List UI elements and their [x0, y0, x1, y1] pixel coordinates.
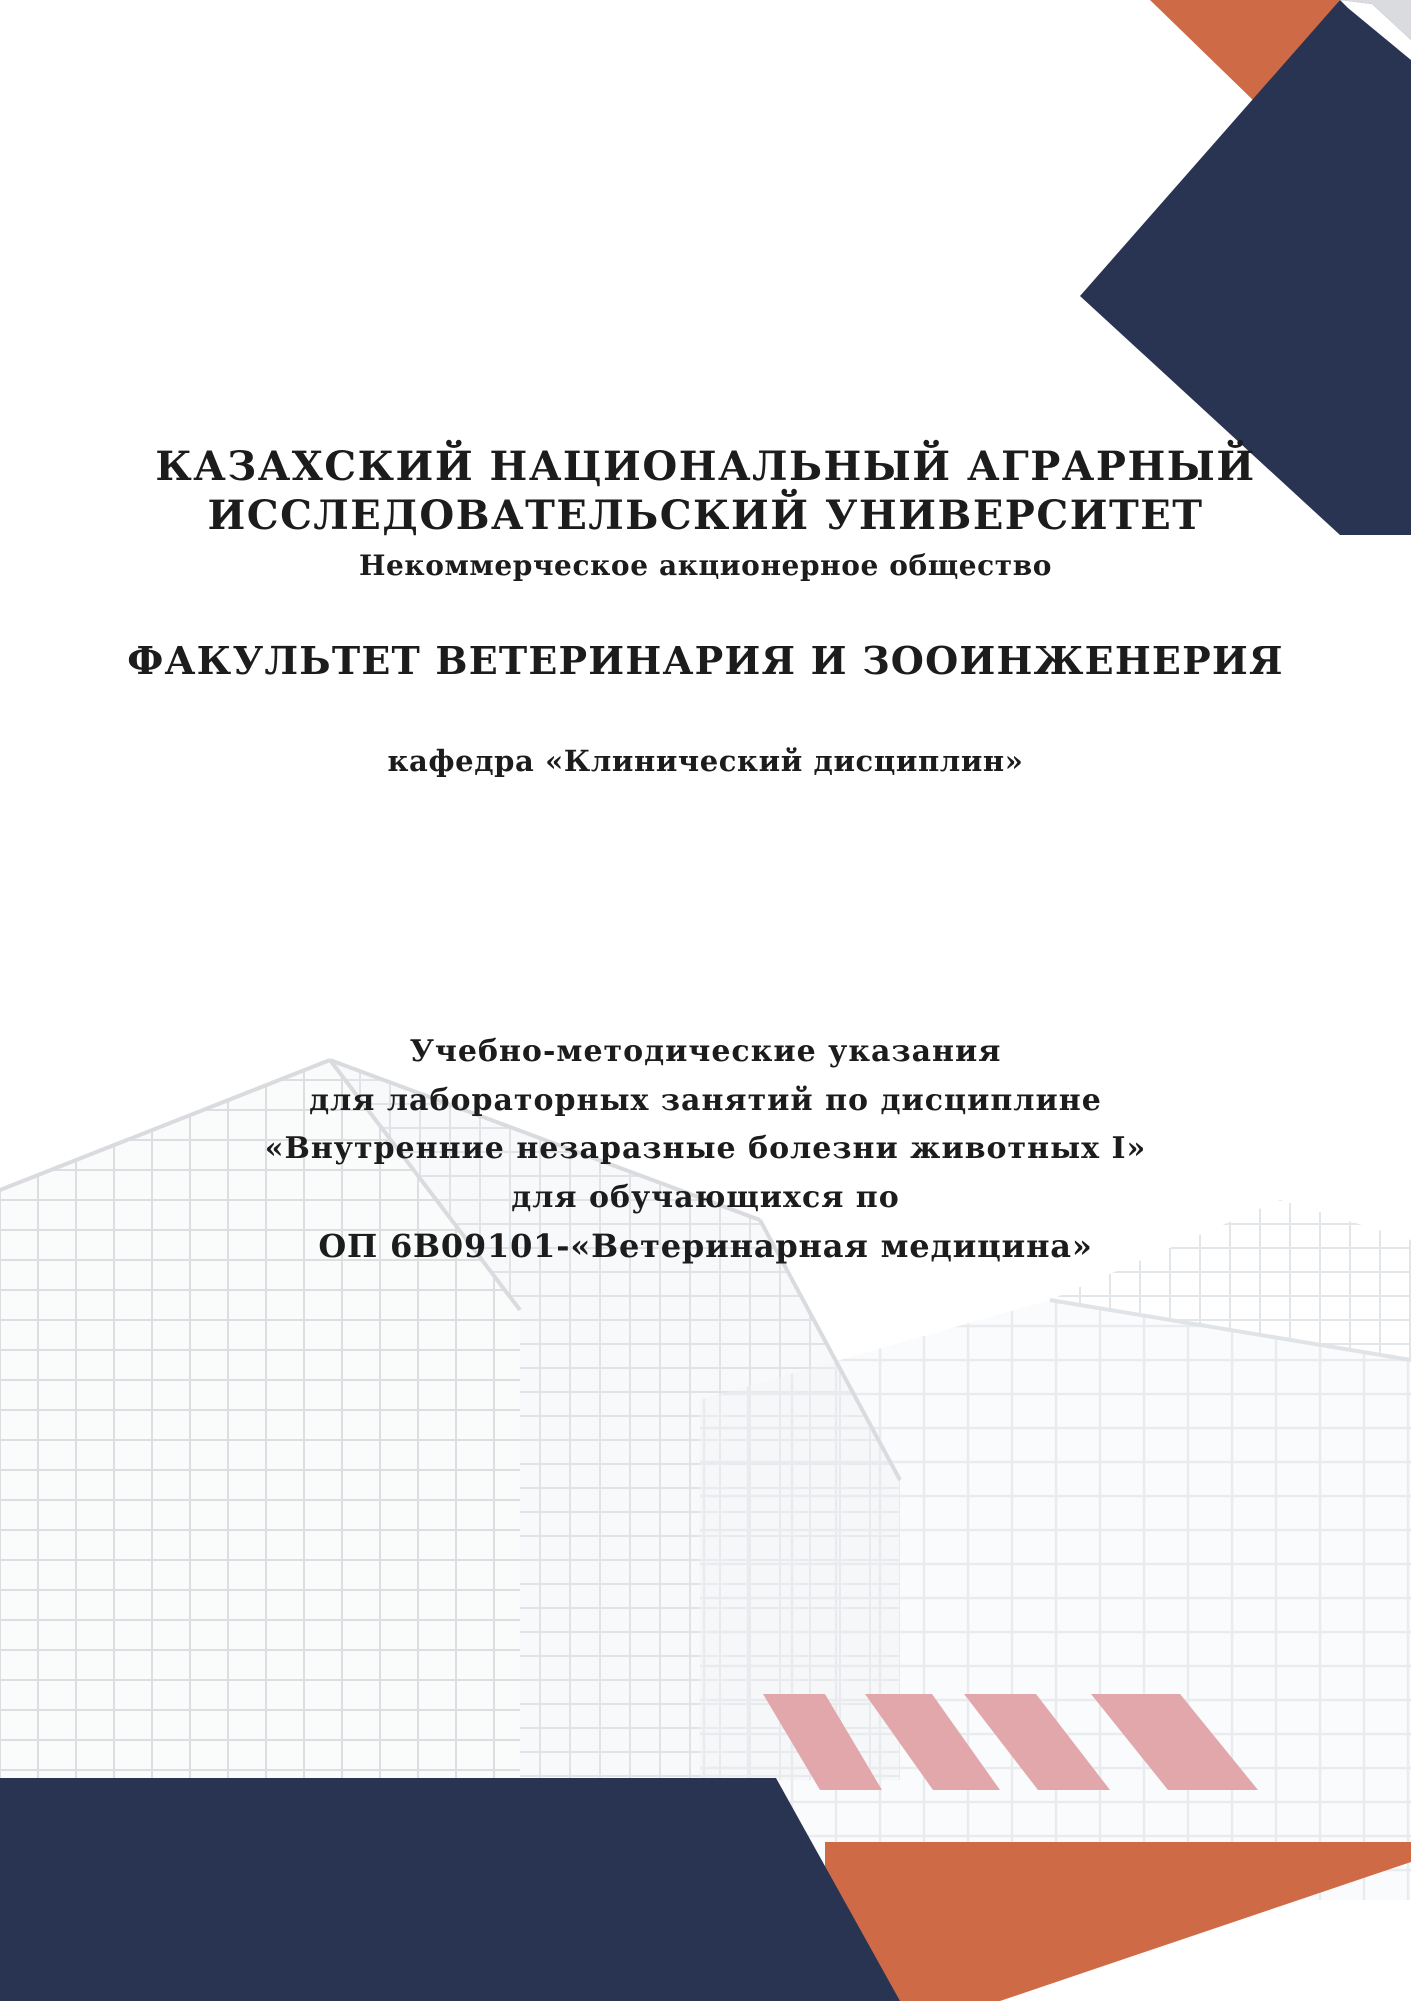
- bottom-orange-triangle: [825, 1842, 1411, 2001]
- university-name-line1: КАЗАХСКИЙ НАЦИОНАЛЬНЫЙ АГРАРНЫЙ: [155, 443, 1256, 490]
- title-line1: Учебно-методические указания: [409, 1034, 1002, 1069]
- department-name: кафедра «Клинический дисциплин»: [387, 744, 1024, 778]
- organization-type: Некоммерческое акционерное общество: [358, 549, 1053, 582]
- faculty-name: ФАКУЛЬТЕТ ВЕТЕРИНАРИЯ И ЗООИНЖЕНЕРИЯ: [127, 638, 1284, 683]
- title-line3: «Внутренние незаразные болезни животных I»: [264, 1131, 1147, 1166]
- title-line4: для обучающихся по: [511, 1180, 900, 1215]
- bottom-navy-block: [0, 1778, 900, 2001]
- title-line5: ОП 6В09101-«Ветеринарная медицина»: [318, 1227, 1093, 1265]
- building-right-shade: [700, 1300, 1411, 1900]
- title-line2: для лабораторных занятий по дисциплине: [309, 1083, 1102, 1118]
- university-name-line2: ИССЛЕДОВАТЕЛЬСКИЙ УНИВЕРСИТЕТ: [207, 492, 1204, 539]
